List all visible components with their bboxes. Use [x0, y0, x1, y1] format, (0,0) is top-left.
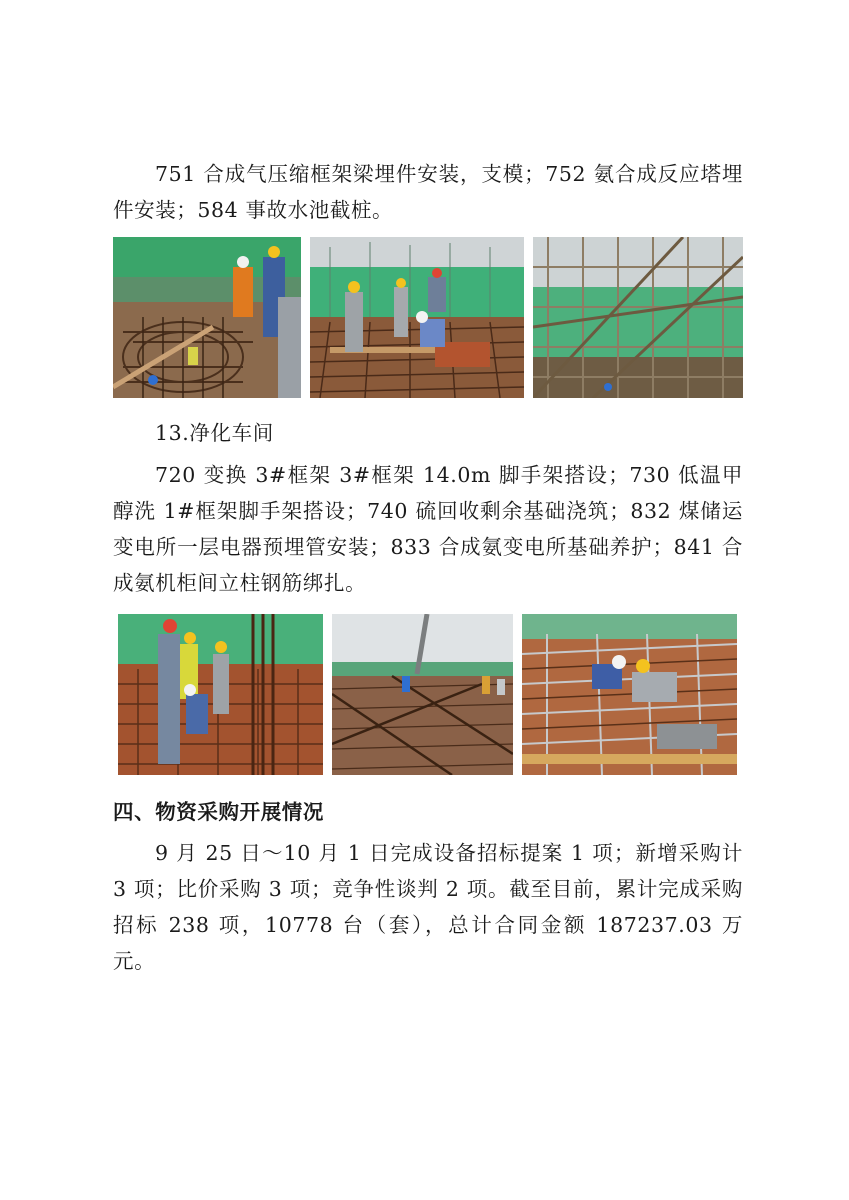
- photo-inspection: [310, 237, 524, 398]
- photo-scaffolding: [533, 237, 743, 398]
- photo-concrete-pour: [332, 614, 513, 775]
- photo-rebar-cage: [113, 237, 301, 398]
- section-12-paragraph: 751 合成气压缩框架梁埋件安装，支模；752 氨合成反应塔埋件安装；584 事故水池截桩。: [113, 162, 743, 222]
- photo-row-2: [118, 614, 737, 775]
- photo-column-rebar: [118, 614, 323, 775]
- section-13-title: 13.净化车间: [155, 421, 274, 445]
- section-13-paragraph: 720 变换 3#框架 3#框架 14.0m 脚手架搭设；730 低温甲醇洗 1#框架脚手架搭设；740 硫回收剩余基础浇筑；832 煤储运变电所一层电器预埋管安装；833 合成氨变电所基础养护；841 合成氨机柜间立柱钢筋绑扎。: [113, 463, 743, 595]
- photo-formwork: [522, 614, 737, 775]
- photo-row-1: [113, 237, 743, 398]
- section-4-heading: 四、物资采购开展情况: [113, 800, 324, 824]
- section-4-paragraph: 9 月 25 日～10 月 1 日完成设备招标提案 1 项；新增采购计 3 项；比价采购 3 项；竞争性谈判 2 项。截至目前，累计完成采购招标 238 项，10778 台（套），总计合同金额 187237.03 万元。: [113, 841, 743, 973]
